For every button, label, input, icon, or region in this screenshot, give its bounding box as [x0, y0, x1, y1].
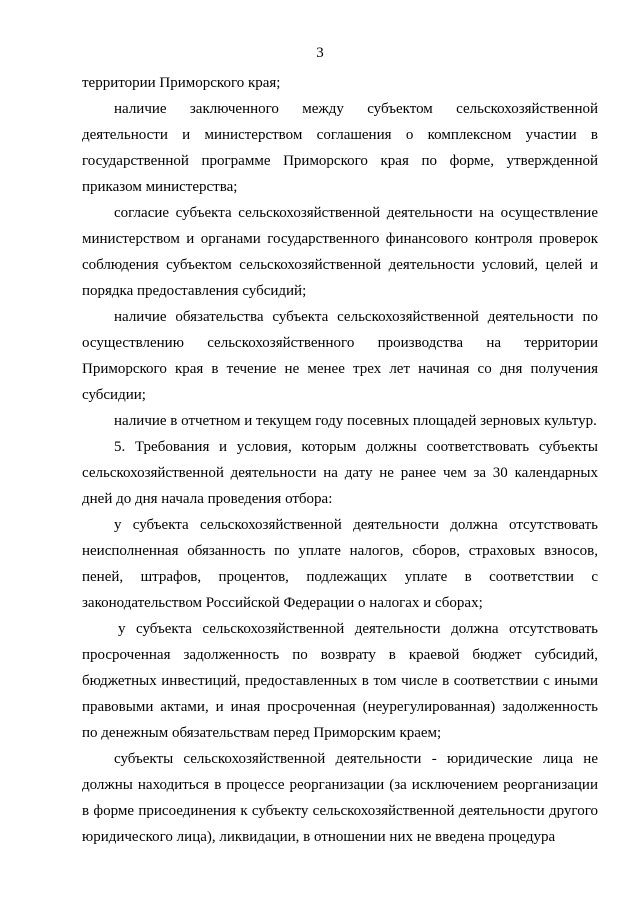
paragraph-section-5-requirements: 5. Требования и условия, которым должны соответствовать субъекты сельскохозяйственной деятельности на дату не ранее чем за 30 календарных дней до дня начала проведения отбора: — [82, 439, 598, 507]
paragraph-no-tax-arrears: у субъекта сельскохозяйственной деятельности должна отсутствовать неисполненная обязанность по уплате налогов, сборов, страховых взносов, пеней, штрафов, процентов, подлежащих уплате в соответствии с законодательством Российской Федерации о налогах и сборах; — [82, 517, 598, 611]
page-number: 3 — [316, 45, 324, 61]
paragraph-grain-crop-areas: наличие в отчетном и текущем году посевных площадей зерновых культур. — [114, 413, 597, 429]
paragraph-no-overdue-debt: у субъекта сельскохозяйственной деятельности должна отсутствовать просроченная задолженность по возврату в краевой бюджет субсидий, бюджетных инвестиций, предоставленных в том числе в соответствии с иными правовыми актами, и иная просроченная (неурегулированная) задолженность по денежным обязательствам перед Приморским краем; — [82, 621, 598, 741]
document-body — [82, 70, 598, 850]
paragraph-territory-continuation: территории Приморского края; — [82, 75, 281, 91]
paragraph-no-reorganization: субъекты сельскохозяйственной деятельности - юридические лица не должны находиться в процессе реорганизации (за исключением реорганизации в форме присоединения к субъекту сельскохозяйственной деятельности другого юридического лица), ликвидации, в отношении них не введена процедура — [82, 751, 598, 845]
paragraph-production-obligation: наличие обязательства субъекта сельскохозяйственной деятельности по осуществлению сельскохозяйственного производства на территории Приморского края в течение не менее трех лет начиная со дня получения субсидии; — [82, 309, 598, 403]
paragraph-consent-to-inspections: согласие субъекта сельскохозяйственной деятельности на осуществление министерством и органами государственного финансового контроля проверок соблюдения субъектом сельскохозяйственной деятельности условий, целей и порядка предоставления субсидий; — [82, 205, 598, 299]
paragraph-agreement-requirement: наличие заключенного между субъектом сельскохозяйственной деятельности и министерством соглашения о комплексном участии в государственной программе Приморского края по форме, утвержденной приказом министерства; — [82, 101, 598, 195]
